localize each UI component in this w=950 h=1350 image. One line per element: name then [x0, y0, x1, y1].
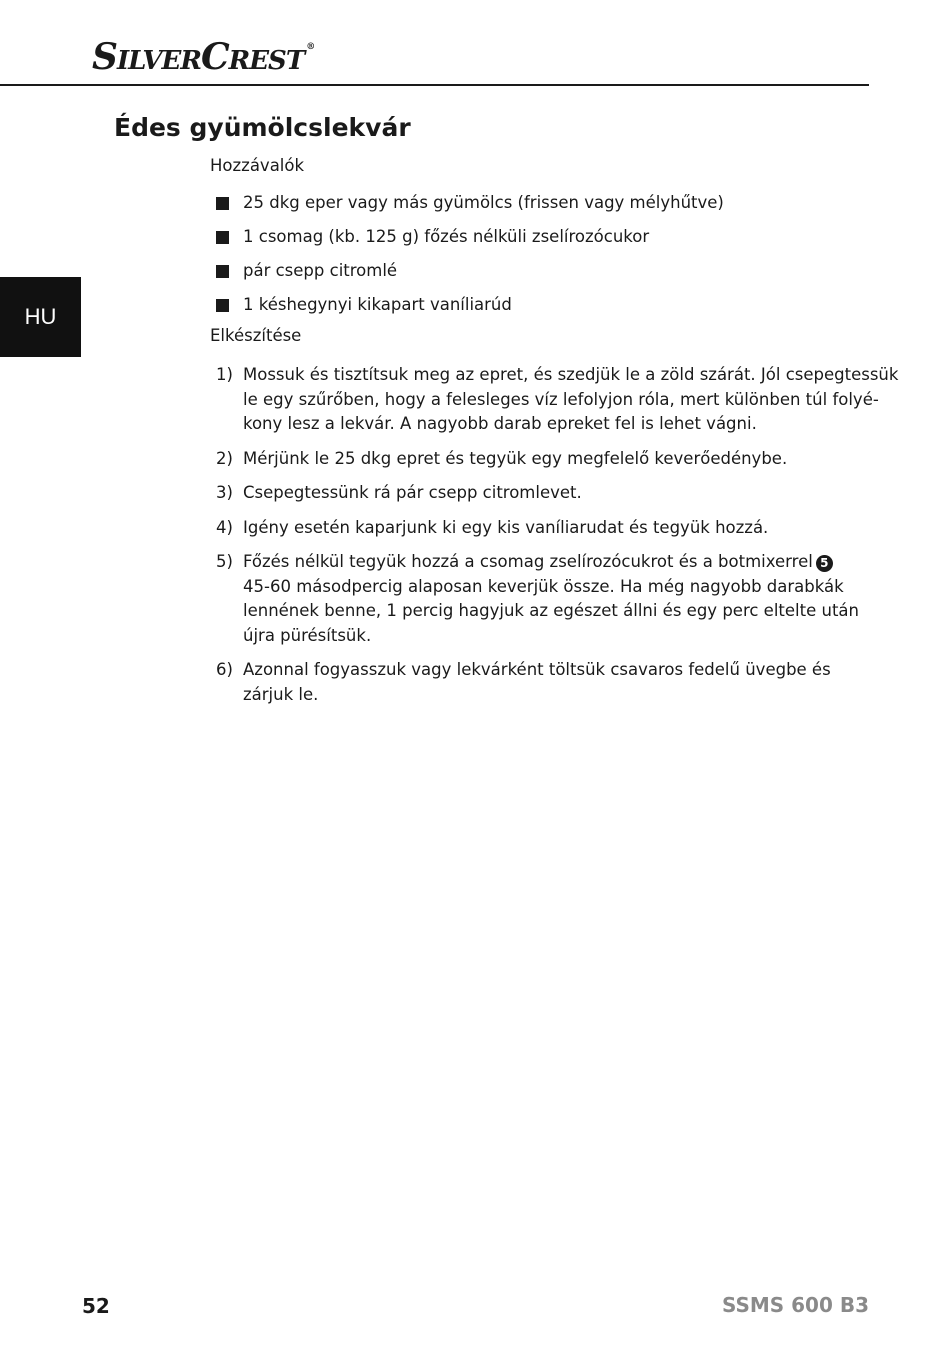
figure-reference-icon: 5 [816, 555, 833, 572]
step-text-line: 45-60 másodpercig alaposan keverjük össze. Ha még nagyobb darabkák [243, 576, 844, 596]
language-tab-label: HU [24, 304, 57, 329]
logo-letter-s: S [92, 36, 117, 78]
step-text-line: újra pürésítsük. [243, 625, 372, 645]
step-item [216, 481, 846, 506]
list-item [216, 192, 724, 226]
list-item [216, 260, 724, 294]
page-number: 52 [82, 1294, 110, 1318]
bullet-square-icon [216, 231, 229, 244]
step-item [216, 363, 899, 437]
bullet-square-icon [216, 197, 229, 210]
step-number: 2) [216, 448, 233, 468]
step-text-line: Mérjünk le 25 dkg epret és tegyük egy megfelelő keverőedénybe. [243, 448, 788, 468]
brand-logo [92, 36, 314, 78]
step-text-line: lennének benne, 1 percig hagyjuk az egészet állni és egy perc eltelte után [243, 601, 859, 620]
step-number: 5) [216, 552, 233, 571]
ingredient-text: pár csepp citromlé [243, 261, 398, 280]
preparation-heading: Elkészítése [210, 326, 302, 345]
step-text-line: Igény esetén kaparjunk ki egy kis vaníliarudat és tegyük hozzá. [243, 517, 769, 537]
bullet-square-icon [216, 265, 229, 278]
step-number: 1) [216, 365, 233, 384]
bullet-square-icon [216, 299, 229, 312]
step-text-segment: Főzés nélkül tegyük hozzá a csomag zselírozócukrot és a botmixerrel [243, 552, 813, 571]
step-text-line: le egy szűrőben, hogy a felesleges víz lefolyjon róla, mert különben túl folyé- [243, 389, 879, 409]
list-item [216, 294, 724, 328]
step-text-line: Csepegtessünk rá pár csepp citromlevet. [243, 483, 582, 502]
step-item [216, 516, 846, 541]
ingredients-list [216, 192, 724, 328]
step-text-line: Mossuk és tisztítsuk meg az epret, és szedjük le a zöld szárát. Jól csepegtessük [243, 365, 899, 384]
ingredient-text: 25 dkg eper vagy más gyümölcs (frissen vagy mélyhűtve) [243, 193, 724, 212]
step-text-line [243, 550, 846, 575]
language-tab [0, 277, 81, 357]
step-number: 6) [216, 660, 233, 679]
recipe-title: Édes gyümölcslekvár [114, 113, 411, 142]
step-number: 4) [216, 517, 233, 537]
step-number: 3) [216, 483, 233, 502]
header-divider [0, 84, 869, 86]
step-item [216, 658, 846, 707]
step-item [216, 550, 859, 648]
preparation-steps [216, 363, 899, 717]
list-item [216, 226, 724, 260]
step-item [216, 447, 846, 472]
model-number: SSMS 600 B3 [721, 1293, 869, 1317]
logo-text-ilver: ILVER [117, 46, 201, 76]
step-text-line: zárjuk le. [243, 684, 319, 704]
registered-mark: ® [306, 42, 315, 52]
ingredient-text: 1 késhegynyi kikapart vaníliarúd [243, 295, 512, 314]
logo-text-rest: REST [228, 46, 305, 76]
step-text-line: kony lesz a lekvár. A nagyobb darab epreket fel is lehet vágni. [243, 414, 757, 433]
ingredients-heading: Hozzávalók [210, 156, 305, 175]
ingredient-text: 1 csomag (kb. 125 g) főzés nélküli zselírozócukor [243, 227, 650, 246]
logo-letter-c: C [200, 36, 229, 78]
step-text-line: Azonnal fogyasszuk vagy lekvárként töltsük csavaros fedelű üvegbe és [243, 660, 831, 679]
